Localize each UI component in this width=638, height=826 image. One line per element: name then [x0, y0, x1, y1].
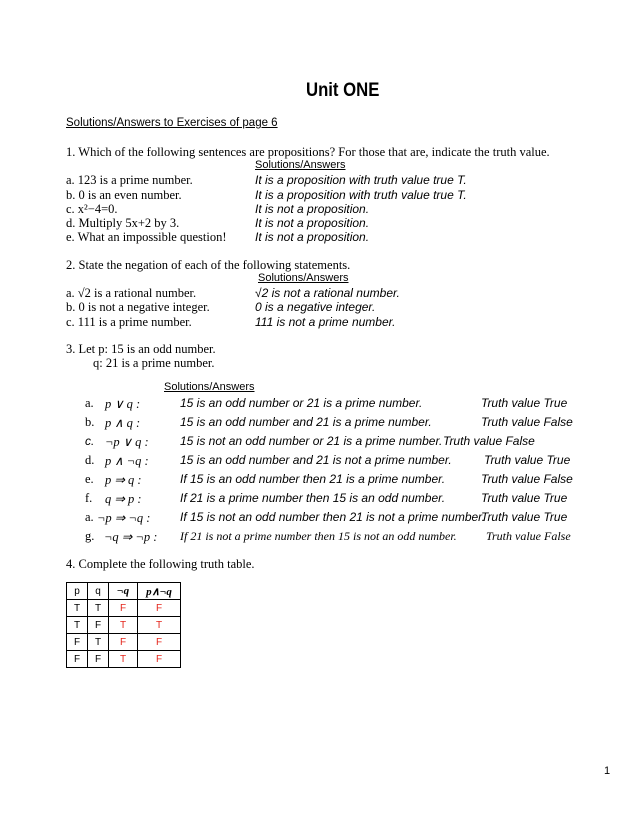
- table-row: [67, 617, 181, 634]
- truth-table: [66, 582, 181, 668]
- q3-answer-b: 15 is an odd number and 21 is a prime number.: [180, 415, 432, 429]
- q3-label-a: a.: [85, 396, 94, 410]
- q1-item-b: b. 0 is an even number.: [66, 188, 182, 202]
- table-cell: F: [138, 634, 181, 651]
- q3-prompt-line1: 3. Let p: 15 is an odd number.: [66, 342, 216, 356]
- q3-label-e: e.: [85, 472, 94, 486]
- table-row: [67, 634, 181, 651]
- table-cell: T: [67, 600, 88, 617]
- q3-tv-c: Truth value False: [443, 434, 535, 448]
- q3-tv-g: Truth value False: [486, 529, 571, 543]
- q3-tv-b: Truth value False: [481, 415, 573, 429]
- q2-item-b: b. 0 is not a negative integer.: [66, 300, 210, 314]
- q1-answer-c: It is not a proposition.: [255, 202, 370, 216]
- q3-answer-g: If 21 is not a prime number then 15 is not an odd number.: [180, 529, 457, 543]
- q3-tv-f: Truth value True: [481, 491, 568, 505]
- q3-expr-g1: ¬p ⇒ ¬q :: [97, 511, 151, 525]
- truth-table-header-cell: p∧¬q: [138, 583, 181, 600]
- q3-answer-a: 15 is an odd number or 21 is a prime number.: [180, 396, 423, 410]
- q3-expr-g: ¬q ⇒ ¬p :: [104, 530, 158, 544]
- q3-expr-e: p ⇒ q :: [105, 473, 142, 487]
- table-cell: F: [67, 634, 88, 651]
- q3-label-d: d.: [85, 453, 95, 467]
- q3-label-c: c.: [85, 434, 95, 448]
- q3-answer-c: 15 is not an odd number or 21 is a prime number.: [180, 434, 443, 448]
- page-number: 1: [604, 765, 611, 777]
- q1-item-a: a. 123 is a prime number.: [66, 173, 193, 187]
- q3-heading: Solutions/Answers: [164, 381, 255, 393]
- q2-item-c: c. 111 is a prime number.: [66, 315, 192, 329]
- q1-answer-b: It is a proposition with truth value true T.: [255, 188, 467, 202]
- q1-prompt: 1. Which of the following sentences are propositions? For those that are, indicate the truth value.: [66, 145, 550, 159]
- q1-item-e: e. What an impossible question!: [66, 230, 227, 244]
- table-cell: F: [67, 651, 88, 668]
- q3-expr-d: p ∧ ¬q :: [105, 454, 149, 468]
- q2-prompt: 2. State the negation of each of the following statements.: [66, 258, 351, 272]
- table-cell: T: [88, 634, 109, 651]
- q3-label-g: g.: [85, 529, 95, 543]
- table-cell: F: [88, 617, 109, 634]
- truth-table-header-cell: p: [67, 583, 88, 600]
- q3-label-f: f.: [85, 491, 93, 505]
- q3-expr-f: q ⇒ p :: [105, 492, 142, 506]
- table-row: [67, 651, 181, 668]
- q1-answer-d: It is not a proposition.: [255, 216, 370, 230]
- q3-expr-a: p ∨ q :: [105, 397, 141, 411]
- table-cell: F: [109, 634, 138, 651]
- q3-answer-g1: If 15 is not an odd number then 21 is not a prime number.: [180, 510, 486, 524]
- truth-table-header-cell: ¬q: [109, 583, 138, 600]
- q2-heading: Solutions/Answers: [258, 272, 349, 284]
- q3-tv-d: Truth value True: [484, 453, 571, 467]
- q3-tv-e: Truth value False: [481, 472, 573, 486]
- q3-answer-e: If 15 is an odd number then 21 is a prime number.: [180, 472, 446, 486]
- table-cell: T: [138, 617, 181, 634]
- q3-tv-g1: Truth value True: [481, 510, 568, 524]
- q1-item-d: d. Multiply 5x+2 by 3.: [66, 216, 180, 230]
- table-cell: F: [109, 600, 138, 617]
- table-cell: F: [88, 651, 109, 668]
- q3-answer-d: 15 is an odd number and 21 is not a prime number.: [180, 453, 452, 467]
- q3-prompt-line2: q: 21 is a prime number.: [93, 356, 215, 370]
- q3-label-b: b.: [85, 415, 95, 429]
- q2-answer-b: 0 is a negative integer.: [255, 300, 376, 314]
- truth-table-header-row: [67, 583, 181, 600]
- table-cell: F: [138, 600, 181, 617]
- truth-table-header-cell: q: [88, 583, 109, 600]
- table-cell: T: [109, 651, 138, 668]
- q2-answer-c: 111 is not a prime number.: [255, 315, 396, 329]
- section-subtitle: Solutions/Answers to Exercises of page 6: [66, 117, 278, 129]
- q2-item-a: a. √2 is a rational number.: [66, 286, 197, 300]
- table-cell: T: [67, 617, 88, 634]
- table-cell: T: [109, 617, 138, 634]
- table-row: [67, 600, 181, 617]
- q2-answer-a: √2 is not a rational number.: [255, 286, 400, 300]
- q1-item-c: c. x²−4=0.: [66, 202, 118, 216]
- page-title: Unit ONE: [306, 80, 380, 101]
- q3-answer-f: If 21 is a prime number then 15 is an odd number.: [180, 491, 446, 505]
- q3-expr-c: ¬p ∨ q :: [105, 435, 149, 449]
- q1-heading: Solutions/Answers: [255, 159, 346, 171]
- table-cell: T: [88, 600, 109, 617]
- q3-expr-b: p ∧ q :: [105, 416, 141, 430]
- q3-label-g1: a.: [85, 510, 94, 524]
- q4-prompt: 4. Complete the following truth table.: [66, 557, 255, 571]
- q1-answer-a: It is a proposition with truth value true T.: [255, 173, 467, 187]
- q1-answer-e: It is not a proposition.: [255, 230, 370, 244]
- table-cell: F: [138, 651, 181, 668]
- q3-tv-a: Truth value True: [481, 396, 568, 410]
